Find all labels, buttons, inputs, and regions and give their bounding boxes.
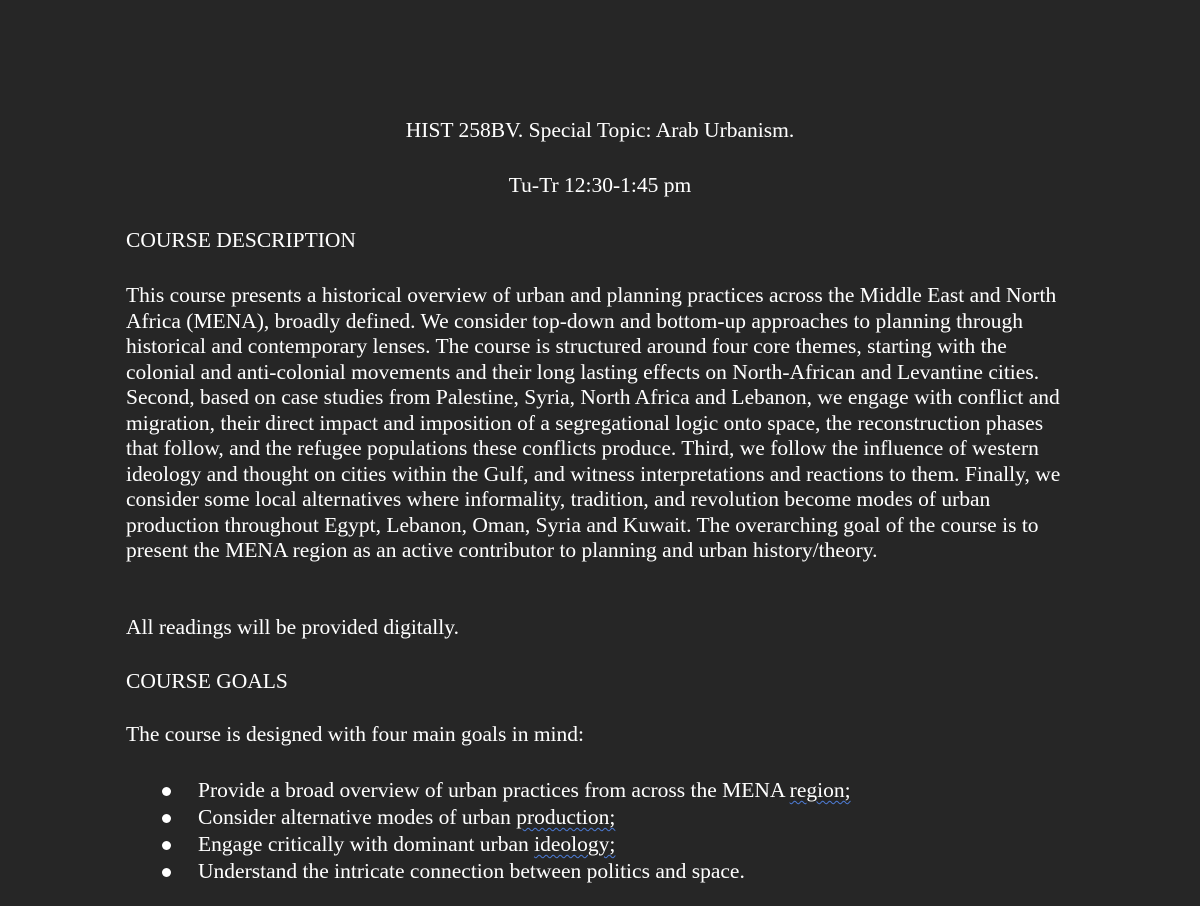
spellcheck-flagged-word[interactable]: region;: [789, 778, 851, 802]
bullet-icon: [162, 868, 171, 877]
course-title: HIST 258BV. Special Topic: Arab Urbanism.: [405, 118, 795, 142]
goals-intro: The course is designed with four main goals in mind:: [126, 722, 584, 746]
spellcheck-flagged-word[interactable]: production;: [516, 805, 616, 829]
list-item: [126, 858, 1076, 885]
readings-note: All readings will be provided digitally.: [126, 615, 459, 639]
goal-text: [198, 831, 615, 858]
list-item: [126, 804, 1076, 831]
bullet-icon: [162, 841, 171, 850]
course-goals-heading: COURSE GOALS: [126, 669, 288, 693]
goal-text-plain: Engage critically with dominant urban: [198, 832, 535, 856]
list-item: [126, 831, 1076, 858]
course-description-heading: COURSE DESCRIPTION: [126, 228, 356, 252]
goal-text: [198, 858, 745, 885]
goal-text: [198, 777, 851, 804]
goal-text: [198, 804, 615, 831]
course-schedule: Tu-Tr 12:30-1:45 pm: [508, 173, 692, 197]
goals-list: [126, 777, 1076, 885]
goal-text-plain: Consider alternative modes of urban: [198, 805, 517, 829]
bullet-icon: [162, 814, 171, 823]
spellcheck-flagged-word[interactable]: ideology;: [534, 832, 616, 856]
list-item: [126, 777, 1076, 804]
goal-text-plain: Understand the intricate connection between politics and space.: [198, 859, 745, 883]
goal-text-plain: Provide a broad overview of urban practices from across the MENA: [198, 778, 790, 802]
bullet-icon: [162, 787, 171, 796]
course-description-text: This course presents a historical overview of urban and planning practices across the Middle East and North Africa (MENA), broadly defined. We consider top-down and bottom-up approaches to planning through historical and contemporary lenses. The course is structured around four core themes, starting with the colonial and anti-colonial movements and their long lasting effects on North-African and Levantine cities. Second, based on case studies from Palestine, Syria, North Africa and Lebanon, we engage with conflict and migration, their direct impact and imposition of a segregational logic onto space, the reconstruction phases that follow, and the refugee populations these conflicts produce. Third, we follow the influence of western ideology and thought on cities within the Gulf, and witness interpretations and reactions to them. Finally, we consider some local alternatives where informality, tradition, and revolution become modes of urban production throughout Egypt, Lebanon, Oman, Syria and Kuwait. The overarching goal of the course is to present the MENA region as an active contributor to planning and urban history/theory.: [126, 283, 1061, 562]
